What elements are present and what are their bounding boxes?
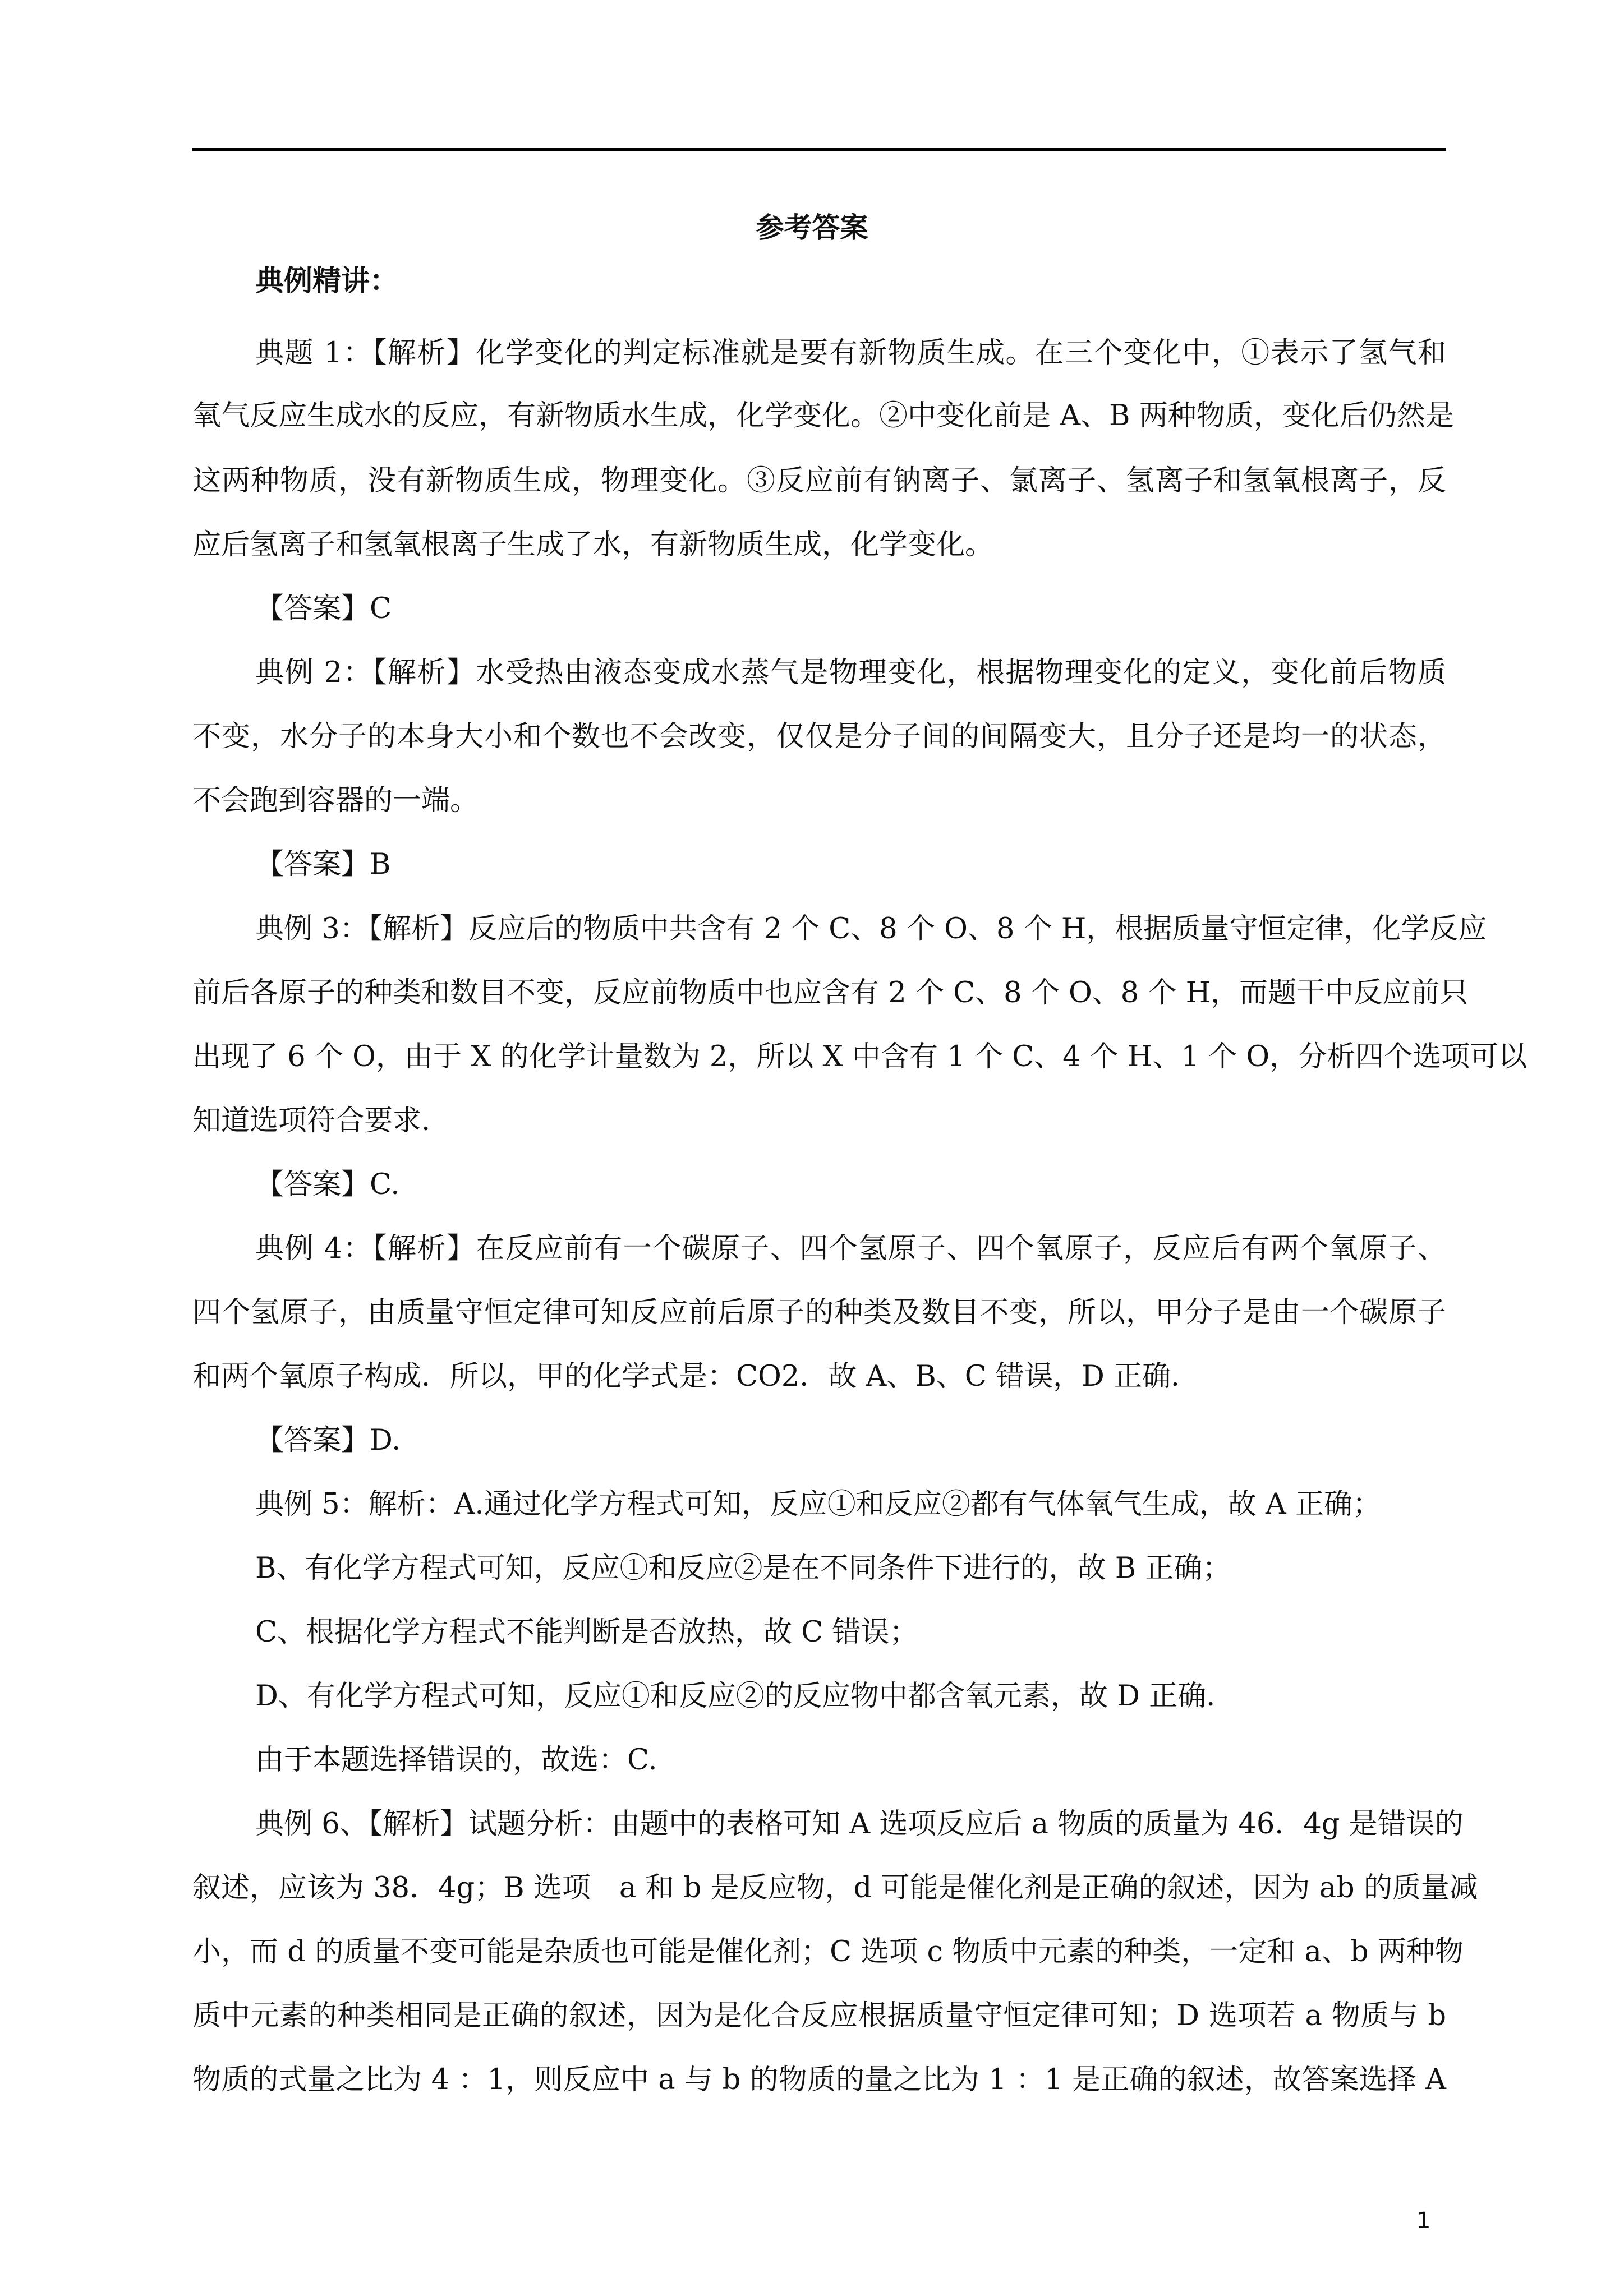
text-line: 物质的式量之比为 4 ：1，则反应中 a 与 b 的物质的量之比为 1 ：1 是正确的叙述，故答案选择 A (192, 2063, 1446, 2096)
text-line: 氧气反应生成水的反应，有新物质水生成，化学变化。②中变化前是 A、B 两种物质，变化后仍然是 (192, 399, 1454, 432)
text-line: 典例 3：【解析】反应后的物质中共含有 2 个 C、8 个 O、8 个 H，根据质量守恒定律，化学反应 (255, 912, 1487, 946)
text-line: B、有化学方程式可知，反应①和反应②是在不同条件下进行的，故 B 正确； (255, 1552, 1231, 1585)
answer-line: 【答案】B (255, 848, 391, 881)
text-line: 前后各原子的种类和数目不变，反应前物质中也应含有 2 个 C、8 个 O、8 个 H，而题干中反应前只 (192, 976, 1469, 1009)
text-line: 出现了 6 个 O，由于 X 的化学计量数为 2，所以 X 中含有 1 个 C、4 个 H、1 个 O，分析四个选项可以 (192, 1040, 1528, 1073)
text-line: 典例 5：解析：A.通过化学方程式可知，反应①和反应②都有气体氧气生成，故 A 正确； (255, 1488, 1381, 1521)
text-line: C、根据化学方程式不能判断是否放热，故 C 错误； (255, 1616, 918, 1649)
answer-line: 【答案】D. (255, 1424, 401, 1457)
text-line: 不会跑到容器的一端。 (192, 784, 479, 817)
section-heading: 典例精讲： (255, 265, 399, 298)
page-number: 1 (1416, 2208, 1431, 2234)
text-line: 典题 1：【解析】化学变化的判定标准就是要有新物质生成。在三个变化中，①表示了氢气和 (255, 336, 1446, 370)
text-line: 典例 2：【解析】水受热由液态变成水蒸气是物理变化，根据物理变化的定义，变化前后物质 (255, 656, 1446, 689)
text-line: 小，而 d 的质量不变可能是杂质也可能是催化剂；C 选项 c 物质中元素的种类，一定和 a、b 两种物 (192, 1935, 1464, 1968)
text-line: 这两种物质，没有新物质生成，物理变化。③反应前有钠离子、氯离子、氢离子和氢氧根离子，反 (192, 464, 1446, 497)
text-line: 知道选项符合要求. (192, 1104, 431, 1137)
text-line: 典例 4：【解析】在反应前有一个碳原子、四个氢原子、四个氧原子，反应后有两个氧原子、 (255, 1232, 1446, 1265)
header-rule (192, 148, 1446, 151)
text-line: 不变，水分子的本身大小和个数也不会改变，仅仅是分子间的间隔变大，且分子还是均一的状态， (192, 720, 1446, 753)
text-line: 应后氢离子和氢氧根离子生成了水，有新物质生成，化学变化。 (192, 528, 994, 561)
answer-line: 【答案】C. (255, 1168, 400, 1201)
text-line: D、有化学方程式可知，反应①和反应②的反应物中都含氧元素，故 D 正确． (255, 1680, 1235, 1713)
answer-line: 【答案】C (255, 592, 392, 625)
text-line: 典例 6、【解析】试题分析：由题中的表格可知 A 选项反应后 a 物质的质量为 46．4g 是错误的 (255, 1808, 1464, 1841)
text-line: 由于本题选择错误的，故选：C. (255, 1744, 657, 1777)
page-title: 参考答案 (756, 211, 868, 244)
text-line: 叙述，应该为 38．4g；B 选项 a 和 b 是反应物，d 可能是催化剂是正确的叙述，因为 ab 的质量减 (192, 1871, 1478, 1905)
text-line: 质中元素的种类相同是正确的叙述，因为是化合反应根据质量守恒定律可知；D 选项若 a 物质与 b (192, 1999, 1446, 2032)
text-line: 和两个氧原子构成．所以，甲的化学式是：CO2．故 A、B、C 错误，D 正确． (192, 1360, 1200, 1393)
text-line: 四个氢原子，由质量守恒定律可知反应前后原子的种类及数目不变，所以，甲分子是由一个碳原子 (192, 1296, 1446, 1329)
